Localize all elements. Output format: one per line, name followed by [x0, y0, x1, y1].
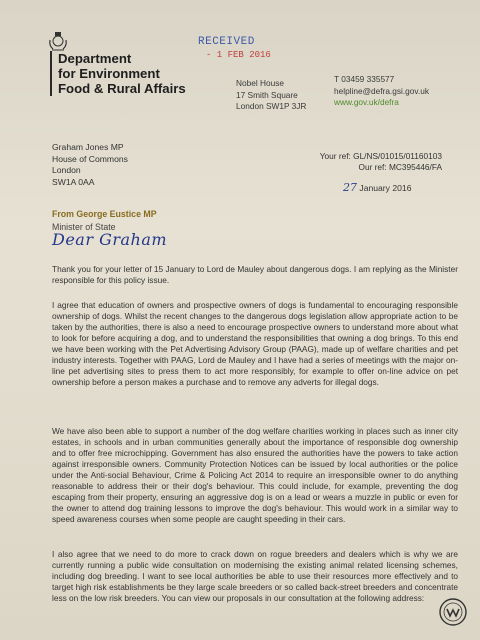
your-reference: Your ref: GL/NS/01015/01160103 [319, 151, 442, 161]
stamp-date: - 1 FEB 2016 [206, 50, 271, 60]
email-address: helpline@defra.gsi.gov.uk [334, 85, 429, 96]
recipient-line: London [52, 165, 81, 176]
handwritten-salutation: Dear Graham [52, 230, 168, 249]
reference-block [282, 151, 442, 174]
accreditation-seal-icon [438, 597, 468, 627]
stamp-label: RECEIVED [198, 36, 255, 48]
received-stamp [198, 36, 271, 60]
handwritten-day: 27 [343, 181, 357, 194]
recipient-address [52, 142, 128, 188]
recipient-line: Graham Jones MP [52, 142, 124, 152]
sender-role: Minister of State [52, 222, 116, 232]
recipient-line: SW1A 0AA [52, 176, 95, 187]
address-line: 17 Smith Square [236, 89, 298, 100]
sender-name: From George Eustice MP [52, 209, 157, 219]
our-reference: Our ref: MC395446/FA [358, 162, 442, 173]
address-line: London SW1P 3JR [236, 101, 307, 111]
address-line: Nobel House [236, 78, 284, 88]
department-line: for Environment [58, 66, 160, 81]
contact-details [334, 74, 429, 109]
office-address [236, 78, 306, 113]
recipient-line: House of Commons [52, 153, 128, 164]
month-year: January 2016 [359, 183, 412, 193]
department-line: Food & Rural Affairs [58, 81, 186, 96]
phone-number: T 03459 335577 [334, 74, 395, 84]
body-paragraph: I also agree that we need to do more to crack down on rogue breeders and dealers which is why we are currently running a public wide consultation on modernising the existing animal related licensing schemes, including dog breeding. I want to see local authorities be able to use their resources more effectively and to target high risk establishments be they large scale breeders or so called back-street breeders and concentrate less on the low risk breeders. You can view our proposals in our consultation at the following address: [52, 549, 458, 603]
royal-crest-icon [48, 30, 68, 52]
body-paragraph: I agree that education of owners and prospective owners of dogs is fundamental to encouraging responsible ownership of dogs. Whilst the recent changes to the dangerous dogs legislation allow appropriate action to be taken by the authorities, there is also a need to encourage prospective owners to understand more about what to look for before acquiring a dog, and to understand the responsibilities that owning a dog brings. To this end we have been working with the Pet Advertising Advisory Group (PAAG), made up of welfare charities and pet industry interests. Together with PAAG, Lord de Mauley and I have had a series of meetings with the major on-line pet advertising sites to press them to act more responsibly, for example to offer on-line advice on pet ownership before a person makes a purchase and to remove any adverts for illegal dogs. [52, 300, 458, 387]
body-paragraph: We have also been able to support a number of the dog welfare charities working in places such as inner city estates, in schools and in urban communities generally about the importance of responsible dog ownership and to offer free microchipping. Government has also ensured the authorities have the powers to take action against irresponsible owners. Community Protection Notices can be issued by local authorities or the police under the Anti-social Behaviour, Crime & Policing Act 2014 to require an irresponsible owner to do anything reasonable to address their or their dog's behaviour. This could include, for example, preventing the dog escaping from their property, ensuring an aggressive dog is on a lead or wears a muzzle in public or even for the owner to attend dog training lessons to improve the dog's behaviour. This would work in a similar way to speed awareness courses when some people are caught speeding in their cars. [52, 426, 458, 524]
department-line: Department [58, 51, 132, 66]
letter-date [343, 181, 411, 194]
body-paragraph: Thank you for your letter of 15 January to Lord de Mauley about dangerous dogs. I am replying as the Minister responsible for this policy issue. [52, 264, 458, 286]
website-link: www.gov.uk/defra [334, 97, 399, 107]
